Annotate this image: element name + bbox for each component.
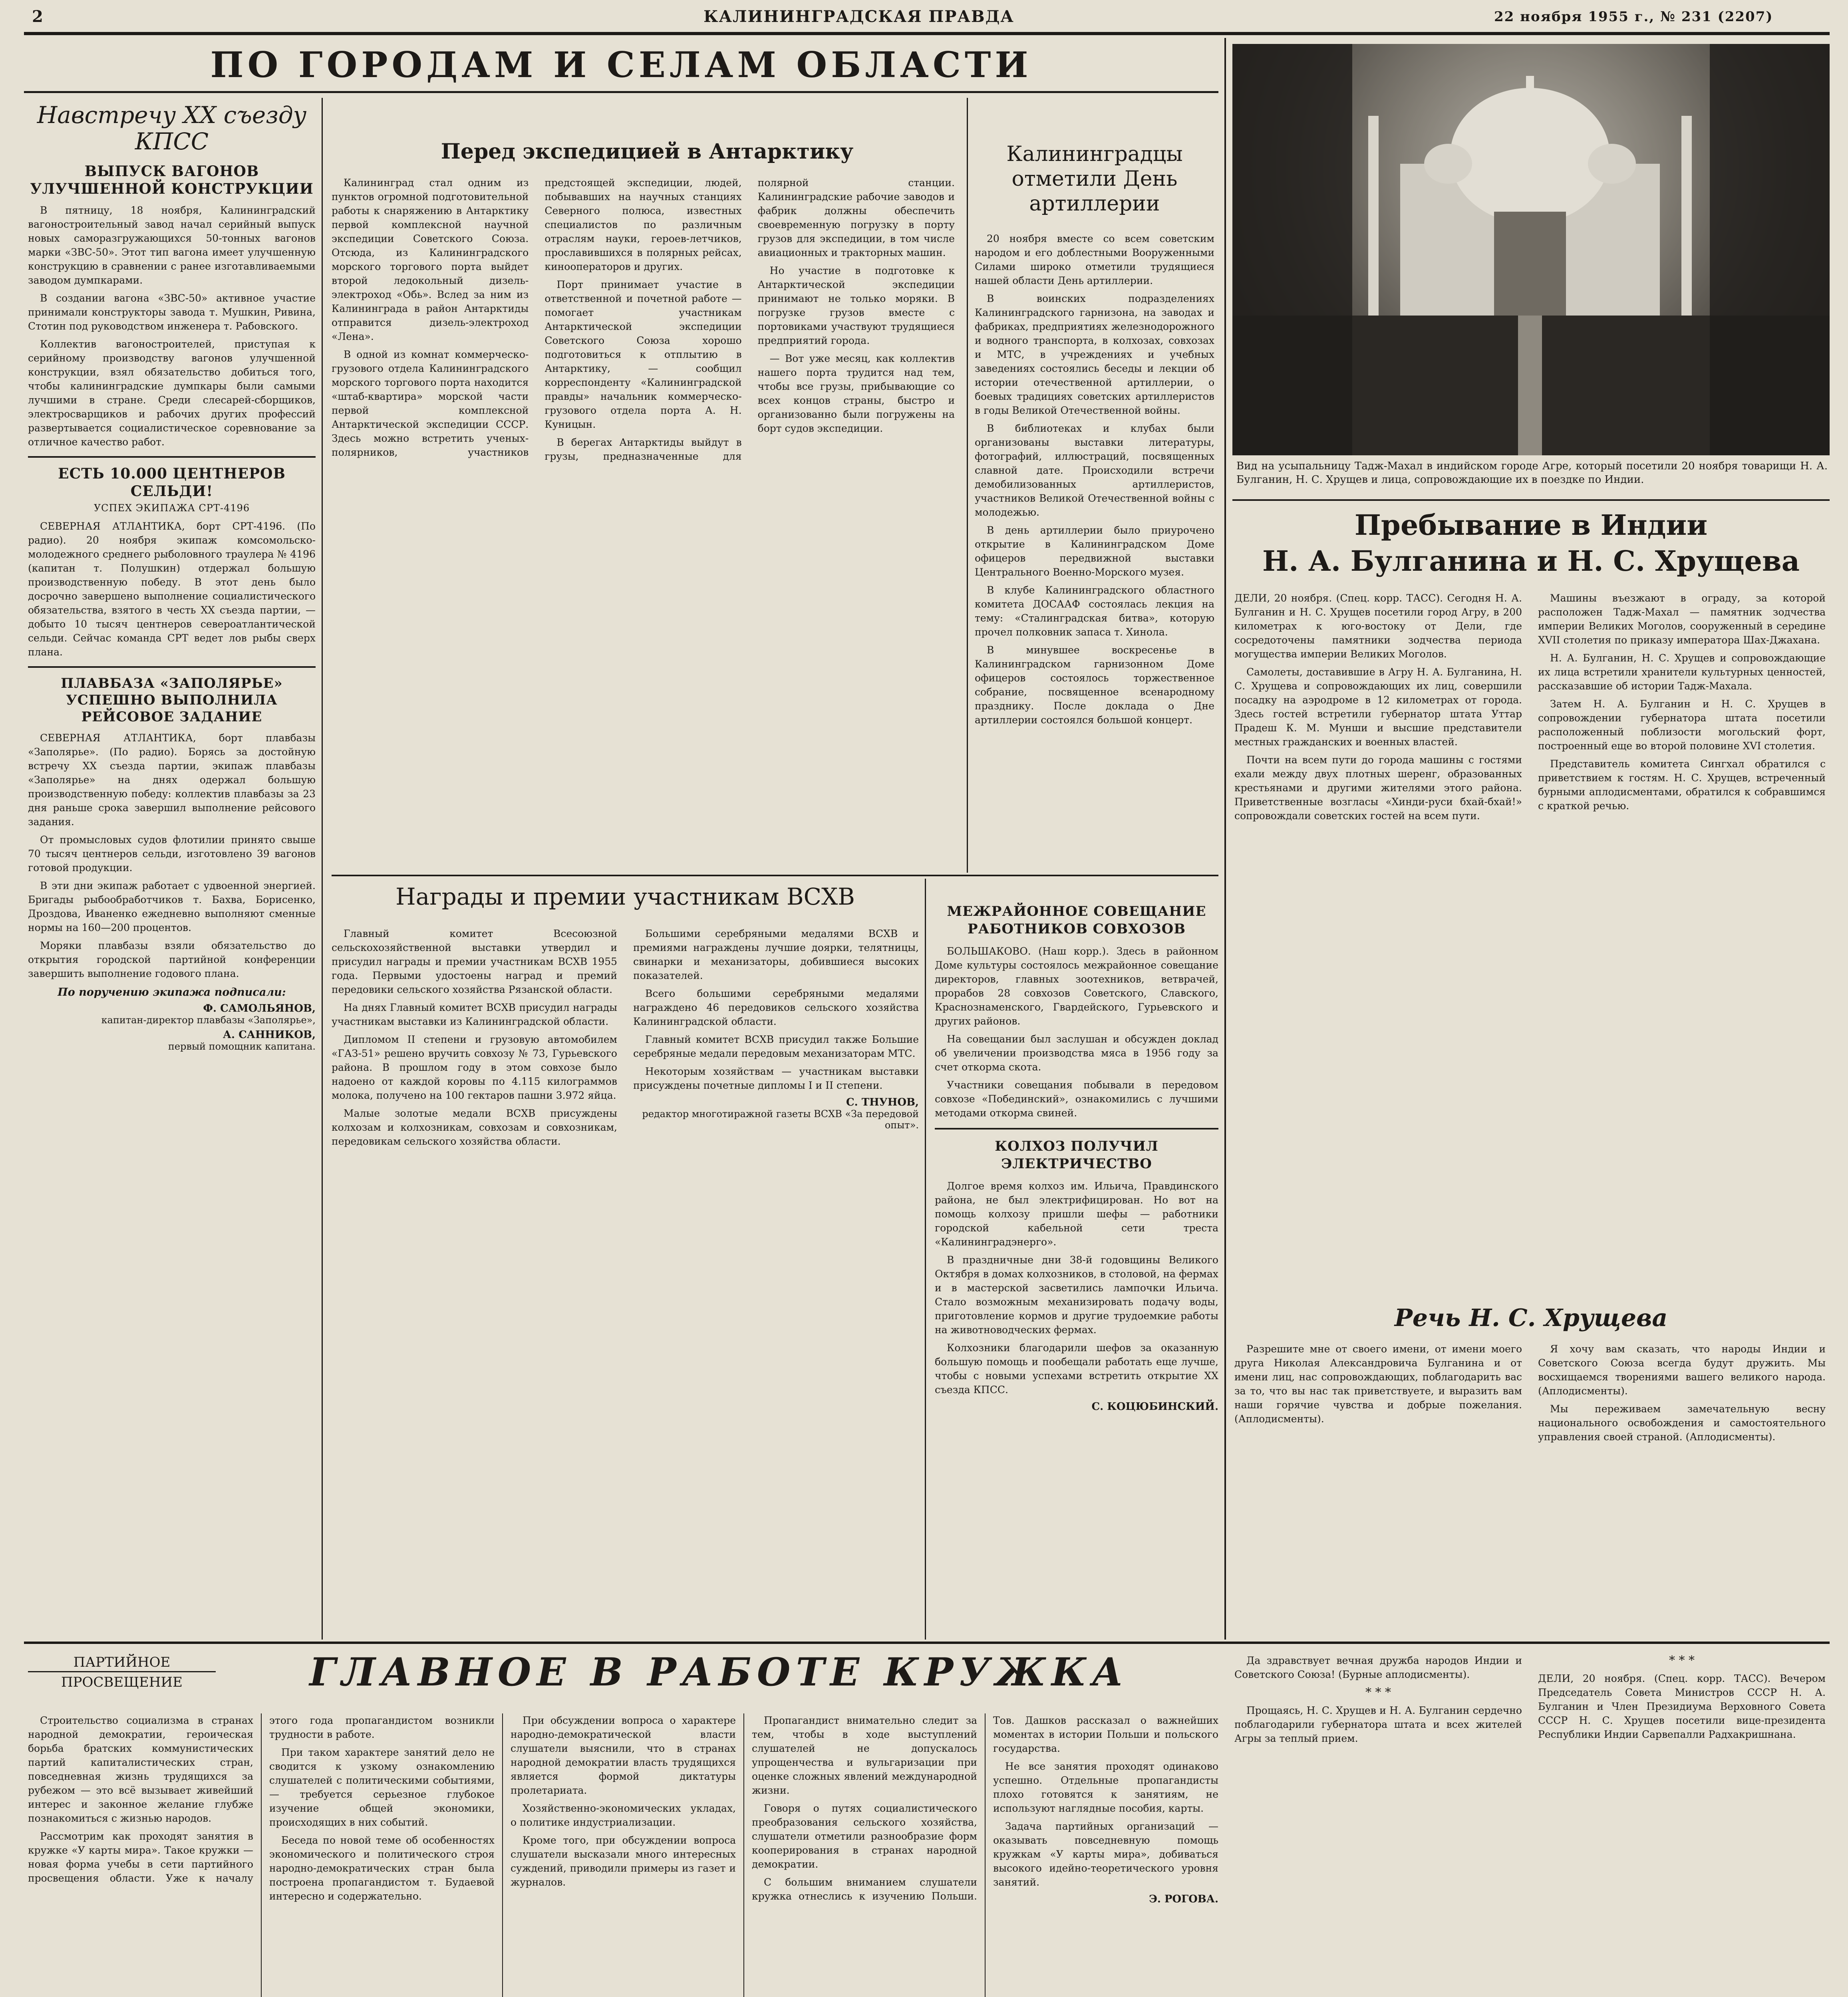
bottom-p11: Не все занятия проходят одинаково успешно. Отдельные пропагандисты плохо готовятся к занятиям, не используют наглядные пособия, карты. xyxy=(993,1761,1218,1814)
speech-p3: Мы переживаем замечательную весну национального освобождения и самостоятельного управления своей страной. (Аплодисменты). xyxy=(1538,1403,1826,1443)
bottom-p12: Задача партийных организаций — оказывать повседневную помощь кружкам «У карты мира», добиваться высокого идейно-теоретического уровня занятий. xyxy=(993,1820,1218,1888)
rubric-xx-congress: Навстречу XX съезду КПСС xyxy=(37,101,307,155)
antarctic-p3: Порт принимает участие в ответственной и почетной работе — помогает участникам Антарктической экспедиции Советского Союза хорошо подготовиться к отплытию в Антарктику, — сообщил корреспонденту «Калининградской правды» начальник коммерческо-грузового отдела порта А. Н. Куницын. xyxy=(544,279,742,430)
india-body xyxy=(1234,591,1826,1290)
column-separator xyxy=(967,98,968,873)
photo-caption: Вид на усыпальницу Тадж-Махал в индийском городе Агре, который посетили 20 ноября товарищи Н. А. Булганин, Н. С. Хрущев и лица, сопровождающие их в поездке по Индии. xyxy=(1236,460,1828,486)
column-separator xyxy=(1224,38,1226,1640)
divider xyxy=(935,1128,1218,1130)
stars-separator: * * * xyxy=(1669,1654,1695,1667)
taj-mahal-photo xyxy=(1232,44,1830,455)
india-title-line2: Н. А. Булганина и Н. С. Хрущева xyxy=(1262,544,1800,578)
bottom-p9: Говоря о путях социалистического преобразования сельского хозяйства, слушатели отметили разнообразие форм кооперирования в странах народной демократии. xyxy=(752,1802,977,1870)
antarctic-body xyxy=(332,176,955,871)
bottom-p4: Беседа по новой теме об особенностях экономического и политического строя народно-демократических стран была построена пропагандистом т. Будаевой интересно и содержательно. xyxy=(269,1834,495,1902)
india-p5: Н. А. Булганин, Н. С. Хрущев и сопровождающие их лица встретили хранители культурных ценностей, рассказавшие об истории Тадж-Махала. xyxy=(1538,652,1826,692)
awards-signature-role: редактор многотиражной газеты ВСХВ «За передовой опыт». xyxy=(642,1108,919,1131)
antarctic-title: Перед экспедицией в Антарктику xyxy=(441,139,854,164)
awards-body xyxy=(332,927,919,1606)
bottom-p10: С большим вниманием слушатели кружка отнеслись к изучению Польши. Тов. Дашков рассказал о важнейших моментах в истории Польши и польского государства. xyxy=(752,1715,1218,1902)
kolkhoz-p1: Долгое время колхоз им. Ильича, Правдинского района, не был электрифицирован. Но вот на помощь колхозу пришли шефы — работники городской кабельной сети треста «Калининградэнерго». xyxy=(935,1180,1218,1248)
speech-p5: Прощаясь, Н. С. Хрущев и Н. А. Булганин сердечно поблагодарили губернатора штата и всех жителей Агры за теплый прием. xyxy=(1234,1705,1522,1744)
awards-p7: Главный комитет ВСХВ присудил также Большие серебряные медали передовым механизаторам МТС. xyxy=(633,1034,919,1059)
india-title-line1: Пребывание в Индии xyxy=(1354,508,1708,542)
bottom-article-title: ГЛАВНОЕ В РАБОТЕ КРУЖКА xyxy=(309,1650,1129,1695)
artillery-p2: В воинских подразделениях Калининградского гарнизона, на заводах и фабриках, предприятиях железнодорожного и водного транспорта, в колхозах, совхозах и МТС, в учреждениях и учебных заведениях состоялись беседы и лекции об истории отечественной артиллерии, о боевых традициях советских артиллеристов в годы Великой Отечественной войны. xyxy=(975,293,1214,416)
artillery-p5: В клубе Калининградского областного комитета ДОСААФ состоялась лекция на тему: «Сталинградская битва», которую прочел полковник запаса т. Хинола. xyxy=(975,584,1214,638)
kolkhoz-title: КОЛХОЗ ПОЛУЧИЛ ЭЛЕКТРИЧЕСТВО xyxy=(995,1138,1158,1172)
awards-p2: На днях Главный комитет ВСХВ присудил награды участникам выставки из Калининградской области. xyxy=(332,1002,617,1027)
stars-separator: * * * xyxy=(1365,1685,1391,1699)
awards-p6: Всего большими серебряными медалями награждено 46 передовиков сельского хозяйства Калининградской области. xyxy=(633,988,919,1027)
awards-p5: Большими серебряными медалями ВСХВ и премиями награждены лучшие доярки, телятницы, свинарки и механизаторы, добившиеся высоких показателей. xyxy=(633,928,919,981)
taj-mahal-illustration xyxy=(1232,44,1830,455)
article-zapolyarye-title: ПЛАВБАЗА «ЗАПОЛЯРЬЕ» УСПЕШНО ВЫПОЛНИЛА РЕЙСОВОЕ ЗАДАНИЕ xyxy=(61,675,283,725)
sovkhoz-p2: На совещании был заслушан и обсужден доклад об увеличении производства мяса в 1956 году за счет откорма скота. xyxy=(935,1033,1218,1073)
artillery-title: Калининградцы отметили День артиллерии xyxy=(1006,142,1183,216)
article-zapolyarye-p1: СЕВЕРНАЯ АТЛАНТИКА, борт плавбазы «Заполярье». (По радио). Борясь за достойную встречу XX съезда партии, экипаж плавбазы «Заполярье» на днях одержал большую производственную победу: коллектив плавбазы за 23 дня раньше срока завершил выполнение рейсового задания. xyxy=(28,732,316,828)
rubric-line1: ПАРТИЙНОЕ xyxy=(28,1654,216,1672)
kolkhoz-p2: В праздничные дни 38-й годовщины Великого Октября в домах колхозников, в столовой, на фермах и в мастерской засветились лампочки Ильича. Стало возможным механизировать подачу воды, приготовление кормов и другие трудоемкие работы на животноводческих фермах. xyxy=(935,1254,1218,1336)
india-p3: Почти на всем пути до города машины с гостями ехали между двух плотных шеренг, образованных крестьянами и другими жителями этого района. Приветственные возгласы «Хинди-руси бхай-бхай!» сопровождали советских гостей на всем пути. xyxy=(1234,754,1522,822)
sovkhoz-p3: Участники совещания побывали в передовом совхозе «Побединский», ознакомились с лучшими методами откорма свиней. xyxy=(935,1079,1218,1119)
sovkhoz-kolkhoz-column xyxy=(935,903,1218,1638)
signature-2-role: первый помощник капитана. xyxy=(168,1041,316,1052)
awards-p8: Некоторым хозяйствам — участникам выставки присуждены почетные дипломы I и II степени. xyxy=(633,1066,919,1091)
article-herring-title: ЕСТЬ 10.000 ЦЕНТНЕРОВ СЕЛЬДИ! xyxy=(58,465,286,500)
speech-body-top xyxy=(1234,1342,1826,1638)
kolkhoz-signature: С. КОЦЮБИНСКИЙ. xyxy=(1091,1401,1218,1413)
india-p7: Представитель комитета Сингхал обратился с приветствием к гостям. Н. С. Хрущев, встреченный бурными аплодисментами, обратился к собравшимся с краткой речью. xyxy=(1538,758,1826,812)
awards-title: Награды и премии участникам ВСХВ xyxy=(395,883,855,910)
artillery-p1: 20 ноября вместе со всем советским народом и его доблестными Вооруженными Силами широко отметили трудящиеся нашей области День артиллерии. xyxy=(975,233,1214,286)
page-number: 2 xyxy=(32,7,44,26)
bottom-p7: Кроме того, при обсуждении вопроса слушатели высказали много интересных суждений, приводили примеры из газет и журналов. xyxy=(511,1834,736,1888)
article-zapolyarye-p3: В эти дни экипаж работает с удвоенной энергией. Бригады рыбообработчиков т. Бахва, Борисенко, Дроздова, Иваненко ежедневно выполняют сменные нормы на 160—200 процентов. xyxy=(28,880,316,933)
divider xyxy=(28,666,316,668)
india-p6: Затем Н. А. Булганин и Н. С. Хрущев в сопровождении губернатора штата посетили расположенный поблизости могольский форт, построенный еще во второй половине XVI столетия. xyxy=(1538,698,1826,752)
artillery-body xyxy=(975,232,1214,871)
artillery-p3: В библиотеках и клубах были организованы выставки литературы, фотографий, иллюстраций, посвященных славной дате. Происходили встречи демобилизованных артиллеристов, участников Великой Отечественной войны с молодежью. xyxy=(975,423,1214,518)
india-p2: Самолеты, доставившие в Агру Н. А. Булганина, Н. С. Хрущева и сопровождающих их лиц, совершили посадку на аэродроме в 12 километрах от города. Здесь гостей встретили губернатор штата Уттар Прадеш К. М. Мунши и высшие представители местных гражданских и военных властей. xyxy=(1234,666,1522,748)
column-separator xyxy=(925,879,926,1640)
sovkhoz-p1: БОЛЬШАКОВО. (Наш корр.). Здесь в районном Доме культуры состоялось межрайонное совещание директоров, главных зоотехников, ветврачей, прорабов 28 совхозов Советского, Славского, Краснознаменского, Гвардейского, Гурьевского и других районов. xyxy=(935,945,1218,1027)
section-title-rule xyxy=(24,91,1218,93)
artillery-p6: В минувшее воскресенье в Калининградском гарнизонном Доме офицеров состоялось торжественное собрание, посвященное всенародному празднику. После доклада о Дне артиллерии состоялся большой концерт. xyxy=(975,644,1214,726)
speech-p2: Я хочу вам сказать, что народы Индии и Советского Союза всегда будут дружить. Мы восхищаемся творениями вашего великого народа. (Аплодисменты). xyxy=(1538,1343,1826,1397)
awards-p1: Главный комитет Всесоюзной сельскохозяйственной выставки утвердил и присудил награды и премии участникам ВСХВ 1955 года. Первыми удостоены наград и премий передовики сельского хозяйства Рязанской области. xyxy=(332,928,617,995)
bottom-section-rule xyxy=(24,1642,1830,1644)
india-p1: ДЕЛИ, 20 ноября. (Спец. корр. ТАСС). Сегодня Н. А. Булганин и Н. С. Хрущев посетили город Агру, в 200 километрах к юго-востоку от Дели, где сосредоточены памятники зодчества периода могущества империи Великих Моголов. xyxy=(1234,592,1522,660)
rubric-line2: ПРОСВЕЩЕНИЕ xyxy=(61,1674,183,1690)
speech-body-bottom xyxy=(1234,1654,1826,1997)
column-1 xyxy=(28,98,316,1640)
awards-p4: Малые золотые медали ВСХВ присуждены колхозам и колхозникам, совхозам и совхозникам, передовикам сельского хозяйства области. xyxy=(332,1108,617,1147)
divider xyxy=(332,875,1218,876)
awards-p3: Дипломом II степени и грузовую автомобилем «ГАЗ-51» решено вручить совхозу № 73, Гурьевского района. В прошлом году в этом совхозе было надоено от каждой коровы по 4.115 килограммов молока, получено на 100 гектаров пашни 3.972 яйца. xyxy=(332,1034,617,1101)
article-wagons-title: ВЫПУСК ВАГОНОВ УЛУЧШЕННОЙ КОНСТРУКЦИИ xyxy=(30,163,314,197)
sovkhoz-title: МЕЖРАЙОННОЕ СОВЕЩАНИЕ РАБОТНИКОВ СОВХОЗОВ xyxy=(947,903,1206,937)
bottom-p1: Строительство социализма в странах народной демократии, героическая борьба братских коммунистических партий капиталистических стран, повседневная жизнь трудящихся за рубежом — это всё вызывает живейший интерес и законное желание глубже познакомиться с жизнью народов. xyxy=(28,1715,253,1824)
divider xyxy=(28,456,316,458)
article-zapolyarye-p4: Моряки плавбазы взяли обязательство до открытия городской партийной конференции завершить выполнение годового плана. xyxy=(28,940,316,979)
antarctic-p6: — Вот уже месяц, как коллектив нашего порта трудится над тем, чтобы все грузы, прибывающие со всех концов страны, быстро и организованно были погружены на борт судов экспедиции. xyxy=(757,353,955,434)
bottom-p2: Рассмотрим как проходят занятия в кружке «У карты мира». Такое кружки — новая форма учебы в сети партийного просвещения области. Уже к началу этого года пропагандистом возникли трудности в работе. xyxy=(28,1715,495,1884)
bottom-p8: Пропагандист внимательно следит за тем, чтобы в ходе выступлений слушателей не допускалось упрощенчества и вульгаризации при оценке сложных явлений международной жизни. xyxy=(752,1715,977,1796)
speech-p4: Да здравствует вечная дружба народов Индии и Советского Союза! (Бурные аплодисменты). xyxy=(1234,1655,1522,1680)
bottom-p3: При таком характере занятий дело не сводится к узкому ознакомлению слушателей с политическими событиями, — требуется серьезное глубокое изучение общей экономики, происходящих в них событий. xyxy=(269,1747,495,1828)
article-wagons-p2: В создании вагона «ЗВС-50» активное участие принимали конструкторы завода т. Мушкин, Ривина, Стотин под руководством инженера т. Рабовского. xyxy=(28,292,316,332)
article-zapolyarye-p2: От промысловых судов флотилии принято свыше 70 тысяч центнеров сельди, изготовлено 39 вагонов готовой продукции. xyxy=(28,834,316,873)
column-separator xyxy=(322,98,323,1640)
bottom-p5: При обсуждении вопроса о характере народно-демократической власти слушатели выяснили, что в странах народной демократии власть трудящихся является формой диктатуры пролетариата. xyxy=(511,1715,736,1796)
bottom-article-body xyxy=(28,1713,1218,1997)
section-title: ПО ГОРОДАМ И СЕЛАМ ОБЛАСТИ xyxy=(210,44,1032,85)
article-herring-p1: СЕВЕРНАЯ АТЛАНТИКА, борт СРТ-4196. (По радио). 20 ноября экипаж комсомольско-молодежного среднего рыболовного траулера № 4196 (капитан т. Полушкин) отдержал большую производственную победу. В этот день было досрочно завершено выполнение социалистического обязательства, взятого в честь XX съезда партии, — добыто 10 тысяч центнеров североатлантической сельди. Сейчас команда СРТ ведет лов рыбы сверх плана. xyxy=(28,520,316,658)
signature-1-role: капитан-директор плавбазы «Заполярье», xyxy=(101,1014,316,1026)
india-p4: Машины въезжают в ограду, за которой расположен Тадж-Махал — памятник зодчества империи Великих Моголов, сооруженный в середине XVII столетия по приказу императора Шах-Джахана. xyxy=(1538,592,1826,646)
artillery-p4: В день артиллерии было приурочено открытие в Калининградском Доме офицеров передвижной выставки Центрального Военно-Морского музея. xyxy=(975,524,1214,578)
antarctic-p1: Калининград стал одним из пунктов огромной подготовительной работы к снаряжению в Антарктику первой комплексной научной экспедиции Советского Союза. Отсюда, из Калининградского морского торгового порта выйдет второй ледокольный дизель-электроход «Обь». Вслед за ним из Калининграда в район Антарктиды отправится дизель-электроход «Лена». xyxy=(332,177,529,342)
issue-info: 22 ноября 1955 г., № 231 (2207) xyxy=(1494,9,1773,25)
speech-p1: Разрешите мне от своего имени, от имени моего друга Николая Александровича Булганина и от имени лиц, нас сопровождающих, поблагодарить вас за то, что вы нас так приветствуете, и выразить вам наши горячие чувства и добрые пожелания. (Аплодисменты). xyxy=(1234,1343,1522,1425)
awards-signature-name: С. ТНУНОВ, xyxy=(846,1096,919,1108)
signature-intro: По поручению экипажа подписали: xyxy=(58,986,286,998)
newspaper-title: КАЛИНИНГРАДСКАЯ ПРАВДА xyxy=(703,7,1014,26)
signature-1-name: Ф. САМОЛЬЯНОВ, xyxy=(203,1002,316,1014)
article-wagons-p1: В пятницу, 18 ноября, Калининградский вагоностроительный завод начал серийный выпуск новых саморазгружающихся 50-тонных вагонов марки «ЗВС-50». Этот тип вагона имеет улучшенную конструкцию в сравнении с ранее изготавливаемыми заводом думпкарами. xyxy=(28,204,316,286)
bottom-signature: Э. РОГОВА. xyxy=(1149,1893,1218,1905)
antarctic-p2: В одной из комнат коммерческо-грузового отдела Калининградского морского торгового порта находится «штаб-квартира» морской части первой комплексной Антарктической экспедиции СССР. Здесь можно встретить ученых-полярников, участников предстоящей экспедиции, людей, побывавших на научных станциях Северного полюса, известных специалистов по различным отраслям науки, героев-летчиков, прославившихся в полярных рейсах, кинооператоров и других. xyxy=(332,177,742,458)
divider xyxy=(1232,499,1830,501)
article-wagons-p3: Коллектив вагоностроителей, приступая к серийному производству вагонов улучшенной конструкции, взял обязательство добиться того, чтобы калининградские думпкары были самыми лучшими в стране. Среди слесарей-сборщиков, электросварщиков и рабочих других профессий развертывается социалистическое соревнование за отличное качество работ. xyxy=(28,338,316,448)
india-end-p: ДЕЛИ, 20 ноября. (Спец. корр. ТАСС). Вечером Председатель Совета Министров СССР Н. А. Булганин и Член Президиума Верховного Совета СССР Н. С. Хрущев посетили вице-президента Республики Индии Сарвепалли Радхакришнана. xyxy=(1538,1673,1826,1740)
speech-title: Речь Н. С. Хрущева xyxy=(1394,1304,1668,1332)
signature-2-name: А. САННИКОВ, xyxy=(223,1029,316,1041)
antarctic-p4: В берегах Антарктиды выйдут в грузы, предназначенные для полярной станции. Калининградские рабочие заводов и фабрик должны обеспечить своевременную погрузку в порту грузов для экспедиции, в том числе авиационных и тракторных машин. xyxy=(544,177,955,462)
antarctic-p5: Но участие в подготовке к Антарктической экспедиции принимают не только моряки. В погрузке грузов вместе с портовиками участвуют трудящиеся предприятий города. xyxy=(757,265,955,346)
bottom-p6: Хозяйственно-экономических укладах, о политике индустриализации. xyxy=(511,1802,736,1828)
article-herring-subtitle: УСПЕХ ЭКИПАЖА СРТ-4196 xyxy=(93,502,250,514)
header-rule xyxy=(24,32,1830,35)
kolkhoz-p3: Колхозники благодарили шефов за оказанную большую помощь и пообещали работать еще лучше, чтобы с новыми успехами встретить открытие XX съезда КПСС. xyxy=(935,1342,1218,1396)
